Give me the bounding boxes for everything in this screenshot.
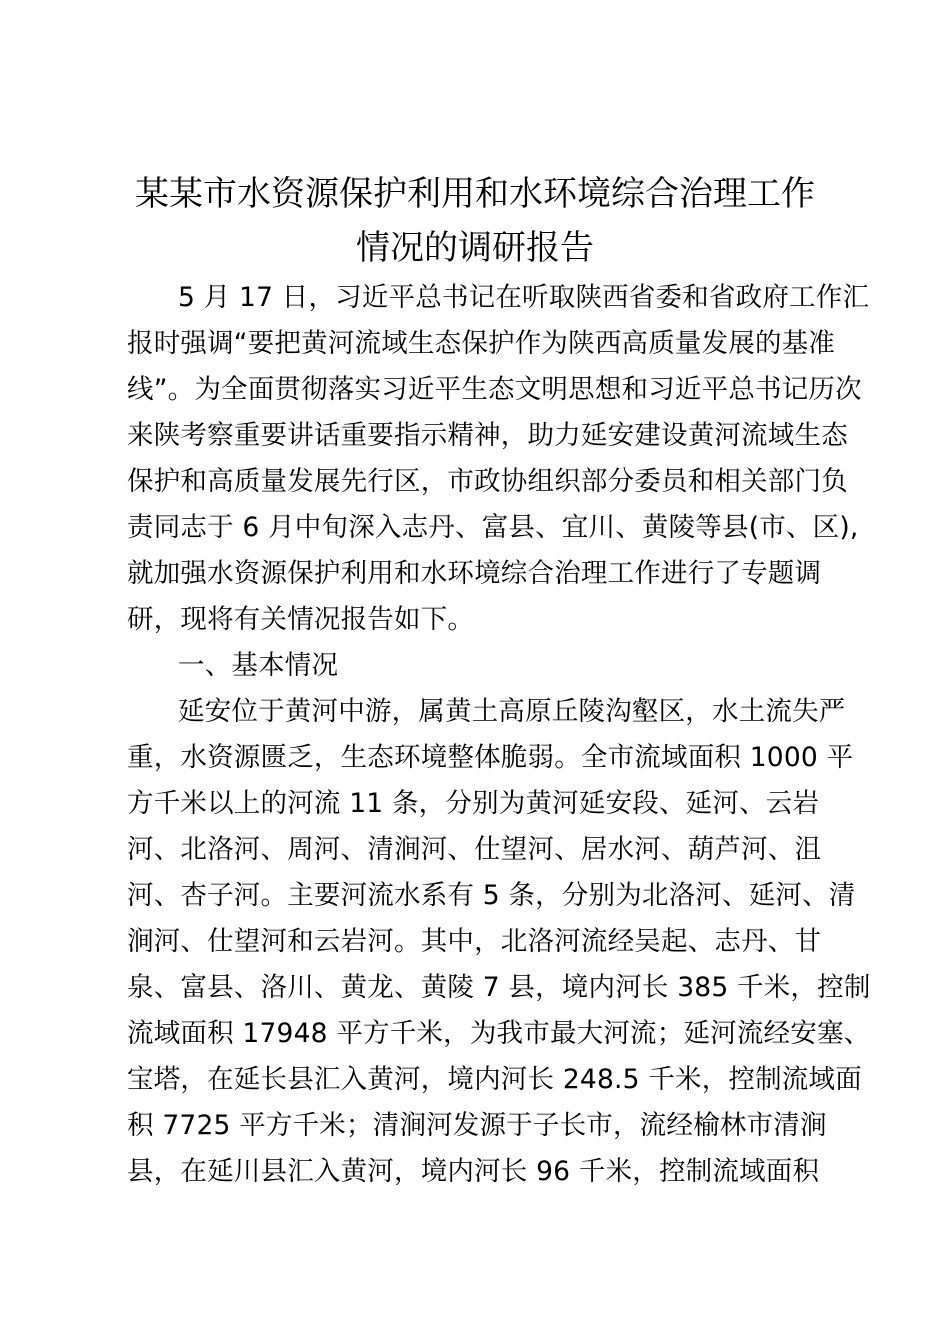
paragraph-1-line-7: 就加强水资源保护利用和水环境综合治理工作进行了专题调 — [127, 558, 822, 589]
paragraph-2-line-4: 河、北洛河、周河、清涧河、仕望河、居水河、葫芦河、沮 — [127, 834, 822, 865]
paragraph-2-line-10: 积 7725 平方千米；清涧河发源于子长市，流经榆林市清涧 — [127, 1110, 827, 1141]
paragraph-2-line-2: 重，水资源匮乏，生态环境整体脆弱。全市流域面积 1000 平 — [127, 742, 854, 773]
paragraph-1-line-5: 保护和高质量发展先行区，市政协组织部分委员和相关部门负 — [127, 466, 848, 497]
paragraph-2-line-11: 县，在延川县汇入黄河，境内河长 96 千米，控制流域面积 — [127, 1156, 820, 1187]
paragraph-2-line-7: 泉、富县、洛川、黄龙、黄陵 7 县，境内河长 385 千米，控制 — [127, 972, 871, 1003]
paragraph-1-line-1: 5 月 17 日，习近平总书记在听取陕西省委和省政府工作汇 — [178, 282, 870, 313]
title-line-1: 某某市水资源保护利用和水环境综合治理工作 — [135, 174, 815, 214]
paragraph-1-line-3: 线”。为全面贯彻落实习近平生态文明思想和习近平总书记历次 — [127, 374, 862, 405]
paragraph-2-line-1: 延安位于黄河中游，属黄土高原丘陵沟壑区，水土流失严 — [178, 696, 846, 727]
paragraph-1-line-4: 来陕考察重要讲话重要指示精神，助力延安建设黄河流域生态 — [127, 420, 848, 451]
paragraph-1-line-2: 报时强调“要把黄河流域生态保护作为陕西高质量发展的基准 — [127, 328, 836, 359]
paragraph-2-line-3: 方千米以上的河流 11 条，分别为黄河延安段、延河、云岩 — [127, 788, 820, 819]
paragraph-2-line-9: 宝塔，在延长县汇入黄河，境内河长 248.5 千米，控制流域面 — [127, 1064, 862, 1095]
paragraph-2-line-8: 流域面积 17948 平方千米，为我市最大河流；延河流经安塞、 — [127, 1018, 871, 1049]
paragraph-2-line-5: 河、杏子河。主要河流水系有 5 条，分别为北洛河、延河、清 — [127, 880, 856, 911]
paragraph-1-line-6: 责同志于 6 月中旬深入志丹、富县、宜川、黄陵等县(市、区), — [127, 512, 859, 543]
title-line-2: 情况的调研报告 — [356, 228, 594, 268]
section-heading-basic-situation: 一、基本情况 — [178, 650, 339, 681]
paragraph-2-line-6: 涧河、仕望河和云岩河。其中，北洛河流经吴起、志丹、甘 — [127, 926, 822, 957]
paragraph-1-line-8: 研，现将有关情况报告如下。 — [127, 604, 475, 635]
